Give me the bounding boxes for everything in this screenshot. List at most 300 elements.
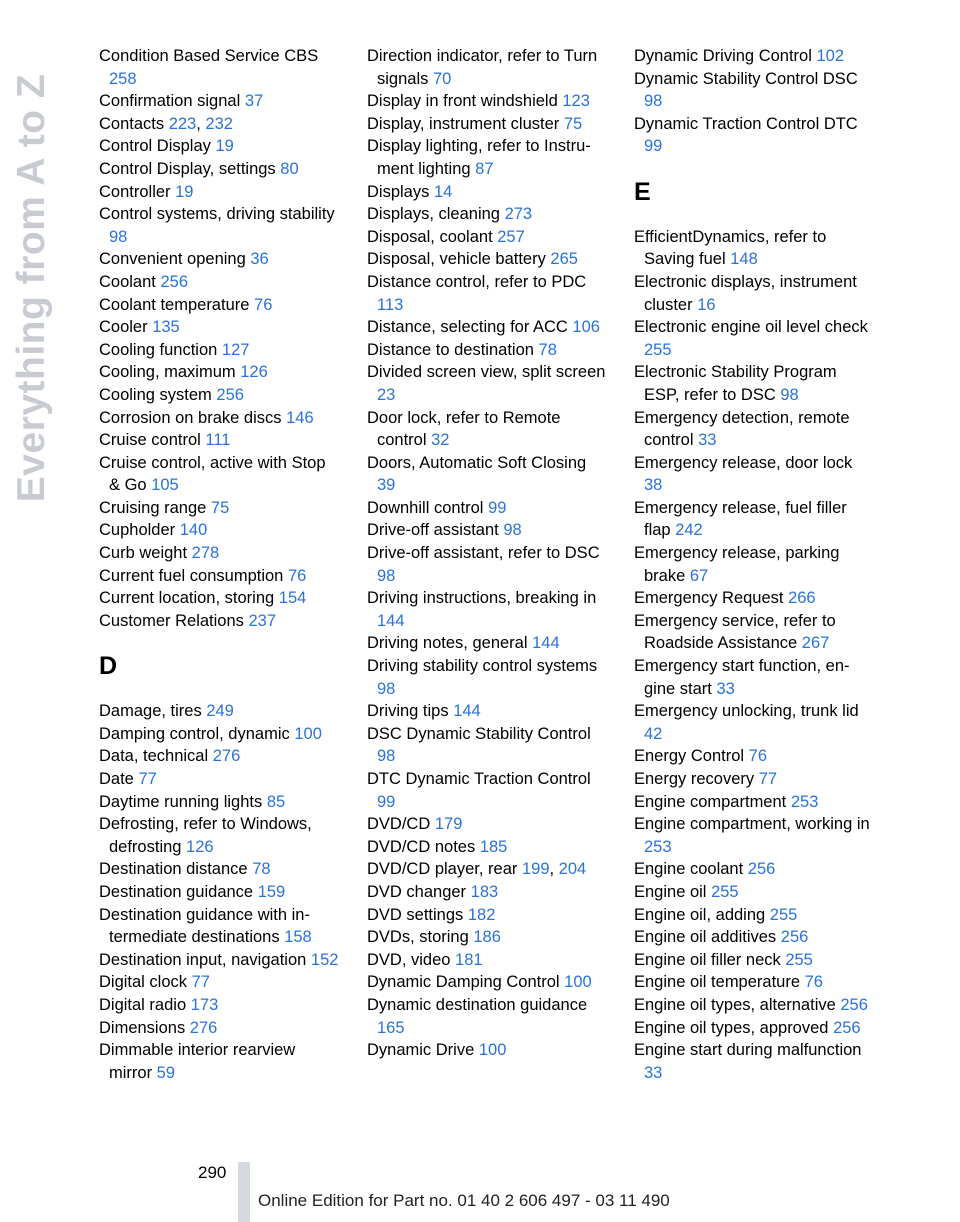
page-reference-link[interactable]: 253 [644,837,672,856]
index-entry [634,791,874,814]
index-term: Cooling system [99,385,217,404]
page-reference-link[interactable]: 126 [240,363,268,382]
index-term: DVD changer [367,882,471,901]
index-entry [99,610,339,633]
index-entry [99,723,339,746]
index-term: Dynamic Stability Control DSC [634,69,858,88]
index-entry [634,858,874,881]
index-term: Electronic displays, instrument cluster [634,272,857,314]
page-reference-link[interactable]: 204 [558,860,587,879]
index-term: Drive-off assistant [367,521,504,540]
index-entry [367,813,607,836]
section-letter-heading: E [634,177,651,206]
page-reference-link[interactable]: 165 [377,1018,405,1037]
page-reference-link[interactable]: 135 [152,318,180,337]
index-term: Driving tips [367,702,454,721]
index-entry [367,1039,607,1062]
index-entry [99,813,339,858]
index-term: Engine oil types, alternative [634,995,841,1014]
page-reference-link[interactable]: 256 [216,385,244,404]
page-reference-link[interactable]: 181 [455,950,483,969]
index-entry [634,971,874,994]
index-term: Emergency release, parking brake [634,544,840,585]
index-term: Damping control, dynamic [99,724,295,743]
index-column-2 [367,45,607,1062]
page-reference-link[interactable]: 99 [644,137,663,156]
index-term: DVD/CD notes [367,837,480,856]
index-entry [99,881,339,904]
index-entry [367,361,607,406]
index-term: Engine compartment, working in [634,815,870,834]
page-reference-link[interactable]: 36 [250,250,269,269]
index-term: Emergency detection, remote control [634,408,850,450]
index-term: Dynamic destination guidance [367,995,588,1014]
index-entry [99,384,339,407]
index-term: Drive-off assistant, refer to DSC [367,544,600,563]
index-entry [634,881,874,904]
index-entry [367,181,607,204]
page-reference-link[interactable]: 78 [538,340,557,359]
index-entry [634,45,874,68]
index-entry [634,768,874,791]
page-reference-link[interactable]: 185 [479,837,508,856]
page-reference-link[interactable]: 159 [257,882,286,901]
page-reference-link[interactable]: 100 [478,1041,507,1060]
index-entry [634,361,874,406]
index-term: Driving instructions, breaking in [367,589,597,608]
index-entry [367,542,607,587]
index-term: Emergency release, fuel filler flap [634,498,847,540]
page-reference-link[interactable]: 256 [833,1018,861,1037]
page-reference-link[interactable]: 70 [432,69,452,88]
index-term: Daytime running lights [99,792,267,811]
page-reference-link[interactable]: 255 [711,882,739,901]
index-entry [99,158,339,181]
index-term: Distance, selecting for ACC [367,318,573,337]
page-reference-link[interactable]: 232 [205,114,233,133]
index-term: Dimmable interior rearview mirror [99,1041,296,1082]
index-entry [367,90,607,113]
index-term: Engine oil additives [634,928,781,947]
index-entry [367,700,607,723]
index-entry [367,203,607,226]
index-term: DSC Dynamic Stability Control [367,724,591,743]
page-reference-link[interactable]: 158 [284,928,312,947]
index-entry [99,768,339,791]
index-term: EfficientDynamics, refer to Saving fuel [634,227,827,269]
index-term: Driving notes, general [367,634,533,653]
page-reference-link[interactable]: 276 [212,747,241,766]
page-reference-link[interactable]: 77 [191,973,210,992]
index-term: Contacts [99,114,169,133]
index-entry [99,542,339,565]
page-reference-link[interactable]: 98 [644,92,663,111]
index-term: Cooling function [99,340,222,359]
page-reference-link[interactable]: 106 [572,318,600,337]
page-reference-link[interactable]: 256 [780,928,809,947]
index-term: Emergency service, refer to Roadside Assistance [634,611,836,653]
footer-divider [238,1162,250,1222]
index-entry [634,1039,874,1084]
index-entry [367,768,607,813]
page-reference-link[interactable]: 19 [175,182,194,201]
page-reference-link[interactable]: 126 [186,837,214,856]
index-entry [99,791,339,814]
index-term: Displays [367,182,434,201]
index-term: Date [99,770,139,788]
index-term: DTC Dynamic Traction Control [367,770,591,788]
page-reference-link[interactable]: 33 [716,679,735,698]
page-reference-link[interactable]: 99 [377,792,396,811]
index-term: Destination input, navigation [99,950,311,969]
index-term: Engine start during malfunction [634,1041,862,1060]
page-reference-link[interactable]: 76 [287,566,307,585]
index-term: Emergency release, door lock [634,453,853,472]
index-term: DVD settings [367,905,468,924]
index-entry [99,294,339,317]
page-reference-link[interactable]: 140 [179,521,208,540]
page-reference-link[interactable]: 173 [190,995,219,1014]
index-term: Control Display, settings [99,159,281,178]
page-reference-link[interactable]: 100 [294,724,322,743]
index-entry [634,407,874,452]
page-reference-link[interactable]: 77 [138,770,157,788]
index-term: Engine oil types, approved [634,1018,834,1037]
index-term: Energy recovery [634,770,759,788]
index-term: Engine coolant [634,860,748,879]
index-entry [634,68,874,113]
index-entry [367,135,607,180]
index-term: Defrosting, refer to Windows, defrosting [99,815,312,856]
index-entry [634,113,874,158]
page-reference-link[interactable]: 98 [377,566,396,585]
index-entry [99,971,339,994]
page-reference-link[interactable]: 32 [431,431,450,450]
index-entry [634,994,874,1017]
index-entry [367,971,607,994]
index-term: DVD/CD player, rear [367,860,522,879]
index-term: Dynamic Damping Control [367,973,565,992]
index-entry [99,497,339,520]
page-reference-link[interactable]: 99 [488,498,507,517]
page-number: 290 [198,1163,227,1182]
index-term: DVD, video [367,950,456,969]
index-term: Emergency start function, engine start [634,657,850,698]
page-reference-link[interactable]: 278 [191,544,220,563]
page-reference-link[interactable]: 255 [785,950,813,969]
page-reference-link[interactable]: 80 [280,159,299,178]
index-entry [367,452,607,497]
index-term: Curb weight [99,544,192,563]
index-term: Display lighting, refer to Instrument lighting [367,137,591,178]
index-entry [367,881,607,904]
page-reference-link[interactable]: 179 [434,815,463,834]
index-entry [99,994,339,1017]
index-term: Divided screen view, split screen [367,363,606,382]
page-reference-link[interactable]: 266 [788,589,816,608]
index-term: Distance control, refer to PDC [367,272,587,291]
index-entry [99,407,339,430]
index-entry [634,226,874,271]
index-entry [99,1017,339,1040]
page-reference-link[interactable]: 75 [210,498,230,517]
page-reference-link[interactable]: 37 [244,92,264,111]
index-entry [99,181,339,204]
page-reference-link[interactable]: 67 [689,566,709,585]
page-reference-link[interactable]: 14 [433,182,453,201]
index-term: Controller [99,182,176,201]
index-entry [634,452,874,497]
index-entry [634,926,874,949]
page-reference-link[interactable]: 105 [151,476,179,495]
index-entry [367,994,607,1039]
index-entry [367,226,607,249]
index-term: Door lock, refer to Remote control [367,408,561,450]
index-entry [367,587,607,632]
page-reference-link[interactable]: 253 [790,792,819,811]
page-reference-link[interactable]: 98 [377,747,396,766]
index-entry [99,45,339,90]
index-entry [99,565,339,588]
index-entry [367,632,607,655]
page-reference-link[interactable]: 98 [109,227,128,246]
index-entry [99,361,339,384]
index-entry: DVD/CD player, rear 199, 204 [367,860,587,879]
index-entry [367,904,607,927]
index-term: Dynamic Traction Control DTC [634,114,858,133]
index-entry [367,248,607,271]
page-reference-link[interactable]: 199 [521,860,550,879]
index-entry [367,497,607,520]
index-entry [634,904,874,927]
page-reference-link[interactable]: 77 [758,770,778,788]
index-entry [99,271,339,294]
page-reference-link[interactable]: 144 [377,611,405,630]
index-term: Digital clock [99,973,192,992]
index-term: Convenient opening [99,250,251,269]
page-reference-link[interactable]: 256 [160,272,188,291]
page-reference-link[interactable]: 265 [550,250,578,269]
index-term: Engine oil temperature [634,973,805,992]
index-term: Current location, storing [99,589,279,608]
page-reference-link[interactable]: 276 [189,1018,218,1037]
page-reference-link[interactable]: 16 [697,295,716,314]
index-term: Control Display [99,137,216,156]
index-term: Condition Based Service CBS [99,47,319,65]
index-term: Disposal, coolant [367,227,498,246]
index-entry [99,316,339,339]
index-entry [634,497,874,542]
page-reference-link[interactable]: 257 [497,227,525,246]
index-entry: Contacts 223, 232 [99,114,233,133]
page-reference-link[interactable]: 75 [563,114,583,133]
index-term: Electronic engine oil level check [634,318,868,337]
index-entry [99,700,339,723]
index-entry [634,542,874,587]
page-reference-link[interactable]: 144 [532,634,560,653]
page-reference-link[interactable]: 182 [467,905,496,924]
index-term: Destination distance [99,860,253,879]
page-reference-link[interactable]: 76 [748,747,767,766]
index-column-1 [99,45,339,1084]
index-term: Display in front windshield [367,92,563,111]
page-reference-link[interactable]: 98 [780,385,799,404]
index-term: DVD/CD [367,815,435,834]
index-entry [634,949,874,972]
index-term: Cruising range [99,498,211,517]
index-term: Current fuel consumption [99,566,288,585]
index-term: Engine oil filler neck [634,950,786,969]
index-term: Data, technical [99,747,213,766]
index-term: Emergency unlocking, trunk lid [634,702,859,721]
index-term: Disposal, vehicle battery [367,250,551,269]
index-entry [99,429,339,452]
page-reference-link[interactable]: 19 [215,137,234,156]
index-term: Control systems, driving stability [99,205,335,224]
index-entry [367,316,607,339]
index-entry [99,90,339,113]
index-entry [634,587,874,610]
page-reference-link[interactable]: 123 [562,92,590,111]
index-term: Cooler [99,318,153,337]
index-term: Cooling, maximum [99,363,241,382]
page-reference-link[interactable]: 152 [310,950,339,969]
index-entry [99,745,339,768]
index-entry [634,700,874,745]
page-reference-link[interactable]: 255 [644,340,672,359]
page-reference-link[interactable]: 76 [804,973,823,992]
page-reference-link[interactable]: 144 [453,702,481,721]
index-term: Damage, tires [99,702,207,721]
page-reference-link[interactable]: 100 [564,973,592,992]
index-term: Customer Relations [99,611,249,630]
index-term: Display, instrument cluster [367,114,564,133]
page-reference-link[interactable]: 237 [248,611,277,630]
index-term: Coolant [99,272,161,291]
index-term: Corrosion on brake discs [99,408,287,427]
index-column-3 [634,45,874,1084]
index-term: Direction indicator, refer to Turn signals [367,47,598,88]
page-reference-link[interactable]: 78 [252,860,271,879]
index-term: Distance to destination [367,340,539,359]
index-term: Digital radio [99,995,191,1014]
index-entry [367,113,607,136]
page-reference-link[interactable]: 102 [816,47,844,65]
page-reference-link[interactable]: 33 [644,1063,663,1082]
page-reference-link[interactable]: 256 [747,860,776,879]
page-reference-link[interactable]: 148 [730,250,758,269]
page-reference-link[interactable]: 249 [206,702,234,721]
index-entry [367,723,607,768]
page-reference-link[interactable]: 111 [205,431,231,450]
side-section-title [4,0,60,1222]
page-reference-link[interactable]: 154 [278,589,307,608]
index-entry [99,1039,339,1084]
index-entry [634,610,874,655]
index-term: Driving stability control systems [367,657,598,676]
index-entry [367,519,607,542]
index-term: Cruise control, active with Stop & Go [99,453,326,495]
index-term: Dynamic Driving Control [634,47,817,65]
index-entry [367,271,607,316]
index-entry [367,836,607,859]
page-reference-link[interactable]: 255 [769,905,798,924]
index-term: Engine oil [634,882,712,901]
page-reference-link[interactable]: 85 [266,792,286,811]
page-reference-link[interactable]: 223 [168,114,197,133]
page-reference-link[interactable]: 98 [503,521,522,540]
section-letter-heading: D [99,652,118,681]
page-reference-link[interactable]: 273 [504,205,533,224]
index-entry [99,135,339,158]
page-reference-link[interactable]: 146 [286,408,314,427]
index-term: Destination guidance [99,882,258,901]
index-entry [634,745,874,768]
page-reference-link[interactable]: 258 [109,69,137,88]
page-reference-link[interactable]: 42 [644,724,663,743]
index-term: Engine oil, adding [634,905,770,924]
index-term: Emergency Request [634,589,789,608]
index-entry [367,45,607,90]
index-term: Engine compartment [634,792,791,811]
page-reference-link[interactable]: 242 [675,521,703,540]
index-entry [367,655,607,700]
page-reference-link[interactable]: 256 [840,995,868,1014]
page-reference-link[interactable]: 113 [377,295,404,314]
index-term: Coolant temperature [99,295,255,314]
page-reference-link[interactable]: 76 [254,295,273,314]
index-term: Downhill control [367,498,489,517]
side-title-text: Everything from A to Z [10,73,53,503]
page-reference-link[interactable]: 33 [698,431,717,450]
page-reference-link[interactable]: 127 [221,340,250,359]
index-entry [367,407,607,452]
index-term: Displays, cleaning [367,205,505,224]
page-reference-link[interactable]: 59 [156,1063,176,1082]
index-entry [99,587,339,610]
index-entry [367,339,607,362]
index-term: Dynamic Drive [367,1041,479,1060]
page-reference-link[interactable]: 23 [377,385,396,404]
index-term: Cruise control [99,431,206,450]
index-entry [99,858,339,881]
index-entry [99,248,339,271]
page-reference-link[interactable]: 98 [377,679,396,698]
index-entry [99,519,339,542]
index-entry [99,339,339,362]
index-entry [99,904,339,949]
index-entry [634,1017,874,1040]
page-reference-link[interactable]: 183 [470,882,499,901]
index-term: Electronic Stability Program ESP, refer to DSC [634,363,837,404]
index-entry [367,949,607,972]
page-reference-link[interactable]: 39 [377,476,396,495]
index-entry [99,203,339,248]
index-entry [99,452,339,497]
footer-edition-text: Online Edition for Part no. 01 40 2 606 497 - 03 11 490 [258,1191,670,1210]
page-reference-link[interactable]: 87 [475,159,494,178]
index-term: Energy Control [634,747,749,766]
page-reference-link[interactable]: 186 [473,928,501,947]
index-term: Dimensions [99,1018,190,1037]
page-reference-link[interactable]: 38 [644,476,663,495]
index-term: Doors, Automatic Soft Closing [367,453,587,472]
page-reference-link[interactable]: 267 [801,634,830,653]
index-entry [367,926,607,949]
index-entry [634,271,874,316]
index-entry [99,949,339,972]
index-term: DVDs, storing [367,928,474,947]
